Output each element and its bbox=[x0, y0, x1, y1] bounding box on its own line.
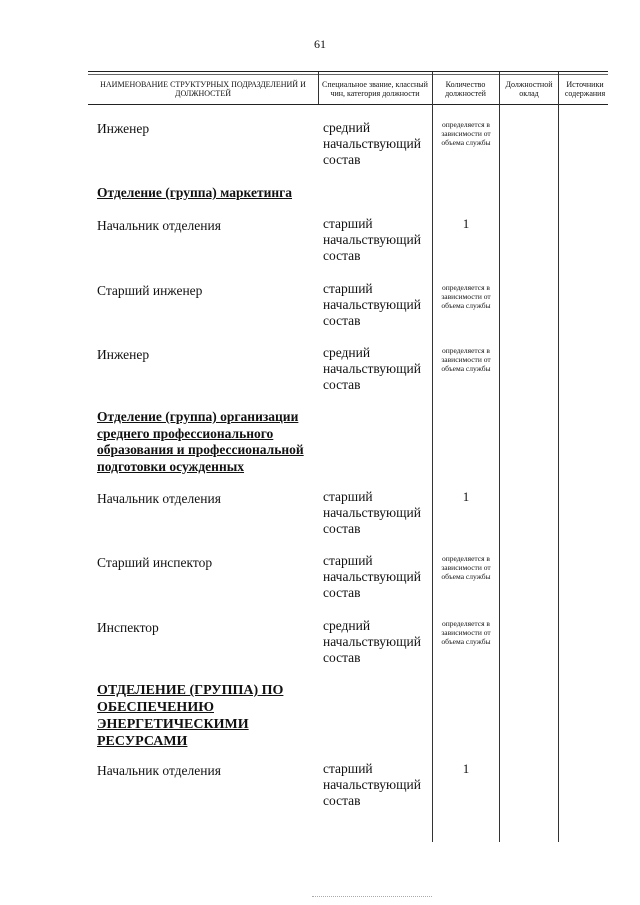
position-quantity: 1 bbox=[462, 216, 470, 231]
position-quantity: определяется в зависимости от объема службы bbox=[441, 619, 491, 646]
position-category: средний начальствующий состав bbox=[323, 120, 421, 167]
position-name: Инженер bbox=[97, 347, 150, 362]
position-name: Старший инженер bbox=[97, 283, 203, 298]
column-divider bbox=[499, 104, 500, 842]
position-name: Начальник отделения bbox=[97, 218, 221, 233]
position-quantity: определяется в зависимости от объема службы bbox=[441, 554, 491, 581]
section-title: Отделение (группа) маркетинга bbox=[97, 185, 293, 200]
position-category: старший начальствующий состав bbox=[323, 281, 421, 328]
column-divider bbox=[318, 72, 319, 104]
section-title: ОТДЕЛЕНИЕ (ГРУППА) ПО ОБЕСПЕЧЕНИЮ ЭНЕРГЕТИЧЕСКИМИ РЕСУРСАМИ bbox=[97, 683, 284, 749]
position-quantity: определяется в зависимости от объема службы bbox=[441, 120, 491, 147]
position-category: средний начальствующий состав bbox=[323, 618, 421, 665]
header-name-column: НАИМЕНОВАНИЕ СТРУКТУРНЫХ ПОДРАЗДЕЛЕНИЙ И ДОЛЖНОСТЕЙ bbox=[100, 80, 306, 98]
position-name: Старший инспектор bbox=[97, 555, 213, 570]
column-divider bbox=[558, 72, 559, 104]
column-divider bbox=[499, 72, 500, 104]
position-name: Начальник отделения bbox=[97, 763, 221, 778]
position-category: старший начальствующий состав bbox=[323, 761, 421, 808]
header-category-column: Специальное звание, классный чин, категория должности bbox=[322, 80, 428, 98]
position-name: Инспектор bbox=[97, 620, 159, 635]
header-funding-column: Источники содержания bbox=[564, 80, 606, 98]
page-number: 61 bbox=[314, 37, 326, 51]
header-quantity-column: Количество должностей bbox=[445, 80, 486, 98]
position-quantity: 1 bbox=[462, 489, 470, 504]
position-quantity: 1 bbox=[462, 761, 470, 776]
header-salary-column: Должностной оклад bbox=[505, 80, 553, 98]
column-divider bbox=[432, 104, 433, 842]
table-top-rule bbox=[88, 71, 608, 72]
position-category: старший начальствующий состав bbox=[323, 216, 421, 263]
table-header-bottom-rule bbox=[88, 104, 608, 105]
position-quantity: определяется в зависимости от объема службы bbox=[441, 346, 491, 373]
position-category: средний начальствующий состав bbox=[323, 345, 421, 392]
position-name: Начальник отделения bbox=[97, 491, 221, 506]
column-divider bbox=[558, 104, 559, 842]
scan-artifact-divider bbox=[312, 896, 432, 897]
position-name: Инженер bbox=[97, 121, 150, 136]
column-divider bbox=[432, 72, 433, 104]
position-quantity: определяется в зависимости от объема службы bbox=[441, 283, 491, 310]
position-category: старший начальствующий состав bbox=[323, 489, 421, 536]
section-title: Отделение (группа) организации среднего профессионального образования и профессиональной подготовки осужденных bbox=[97, 409, 304, 474]
position-category: старший начальствующий состав bbox=[323, 553, 421, 600]
